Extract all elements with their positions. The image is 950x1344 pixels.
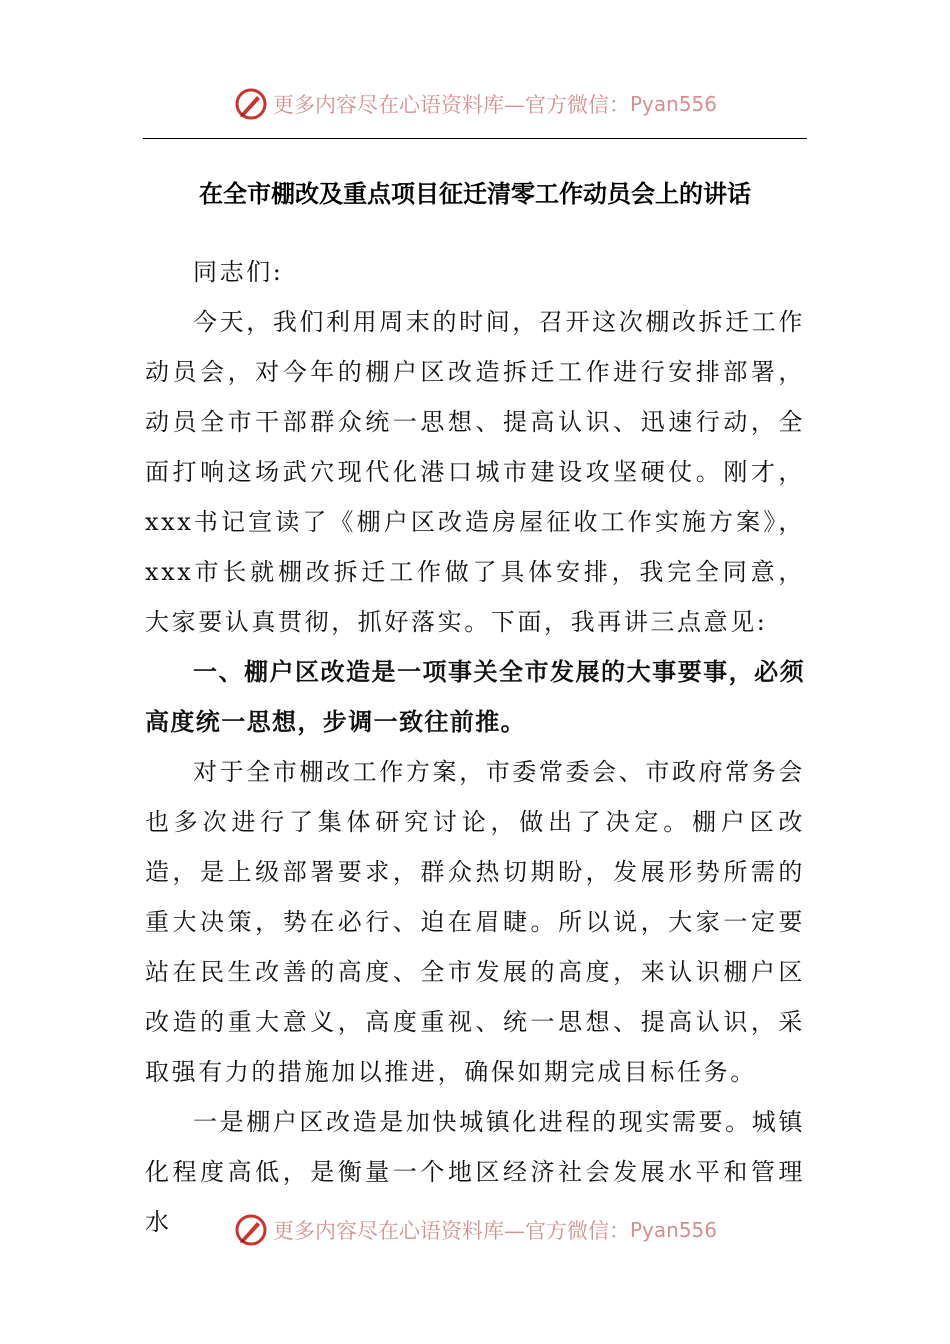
paragraph-opening: 今天，我们利用周末的时间，召开这次棚改拆迁工作动员会，对今年的棚户区改造拆迁工作进行安排部署，动员全市干部群众统一思想、提高认识、迅速行动，全面打响这场武穴现代化港口城市建设攻坚硬仗。刚才，xxx书记宣读了《棚户区改造房屋征收工作实施方案》，xxx市长就棚改拆迁工作做了具体安排，我完全同意，大家要认真贯彻，抓好落实。下面，我再讲三点意见: [145, 308, 805, 636]
pen-circle-logo-icon [233, 1212, 269, 1248]
paragraph-point-1: 一是棚户区改造是加快城镇化进程的现实需要。城镇化程度高低，是衡量一个地区经济社会发展水平和管理水 [145, 1108, 805, 1236]
watermark-text: 更多内容尽在心语资料库—官方微信： [272, 93, 630, 117]
pen-circle-logo-icon [233, 86, 269, 122]
header-rule [143, 138, 807, 139]
header-watermark-banner [0, 84, 950, 124]
footer-watermark-banner [0, 1210, 950, 1250]
watermark-handle: Pyan556 [629, 1218, 717, 1242]
watermark-handle: Pyan556 [629, 92, 717, 116]
watermark-text: 更多内容尽在心语资料库—官方微信： [272, 1219, 630, 1243]
section-heading-1: 一、棚户区改造是一项事关全市发展的大事要事，必须高度统一思想，步调一致往前推。 [145, 658, 805, 736]
document-title: 在全市棚改及重点项目征迁清零工作动员会上的讲话 [199, 179, 751, 208]
paragraph-section-1: 对于全市棚改工作方案，市委常委会、市政府常务会也多次进行了集体研究讨论，做出了决定。棚户区改造，是上级部署要求，群众热切期盼，发展形势所需的重大决策，势在必行、迫在眉睫。所以说，大家一定要站在民生改善的高度、全市发展的高度，来认识棚户区改造的重大意义，高度重视、统一思想、提高认识，采取强有力的措施加以推进，确保如期完成目标任务。 [145, 758, 805, 1086]
document-body [145, 247, 805, 1247]
salutation: 同志们: [193, 258, 284, 286]
